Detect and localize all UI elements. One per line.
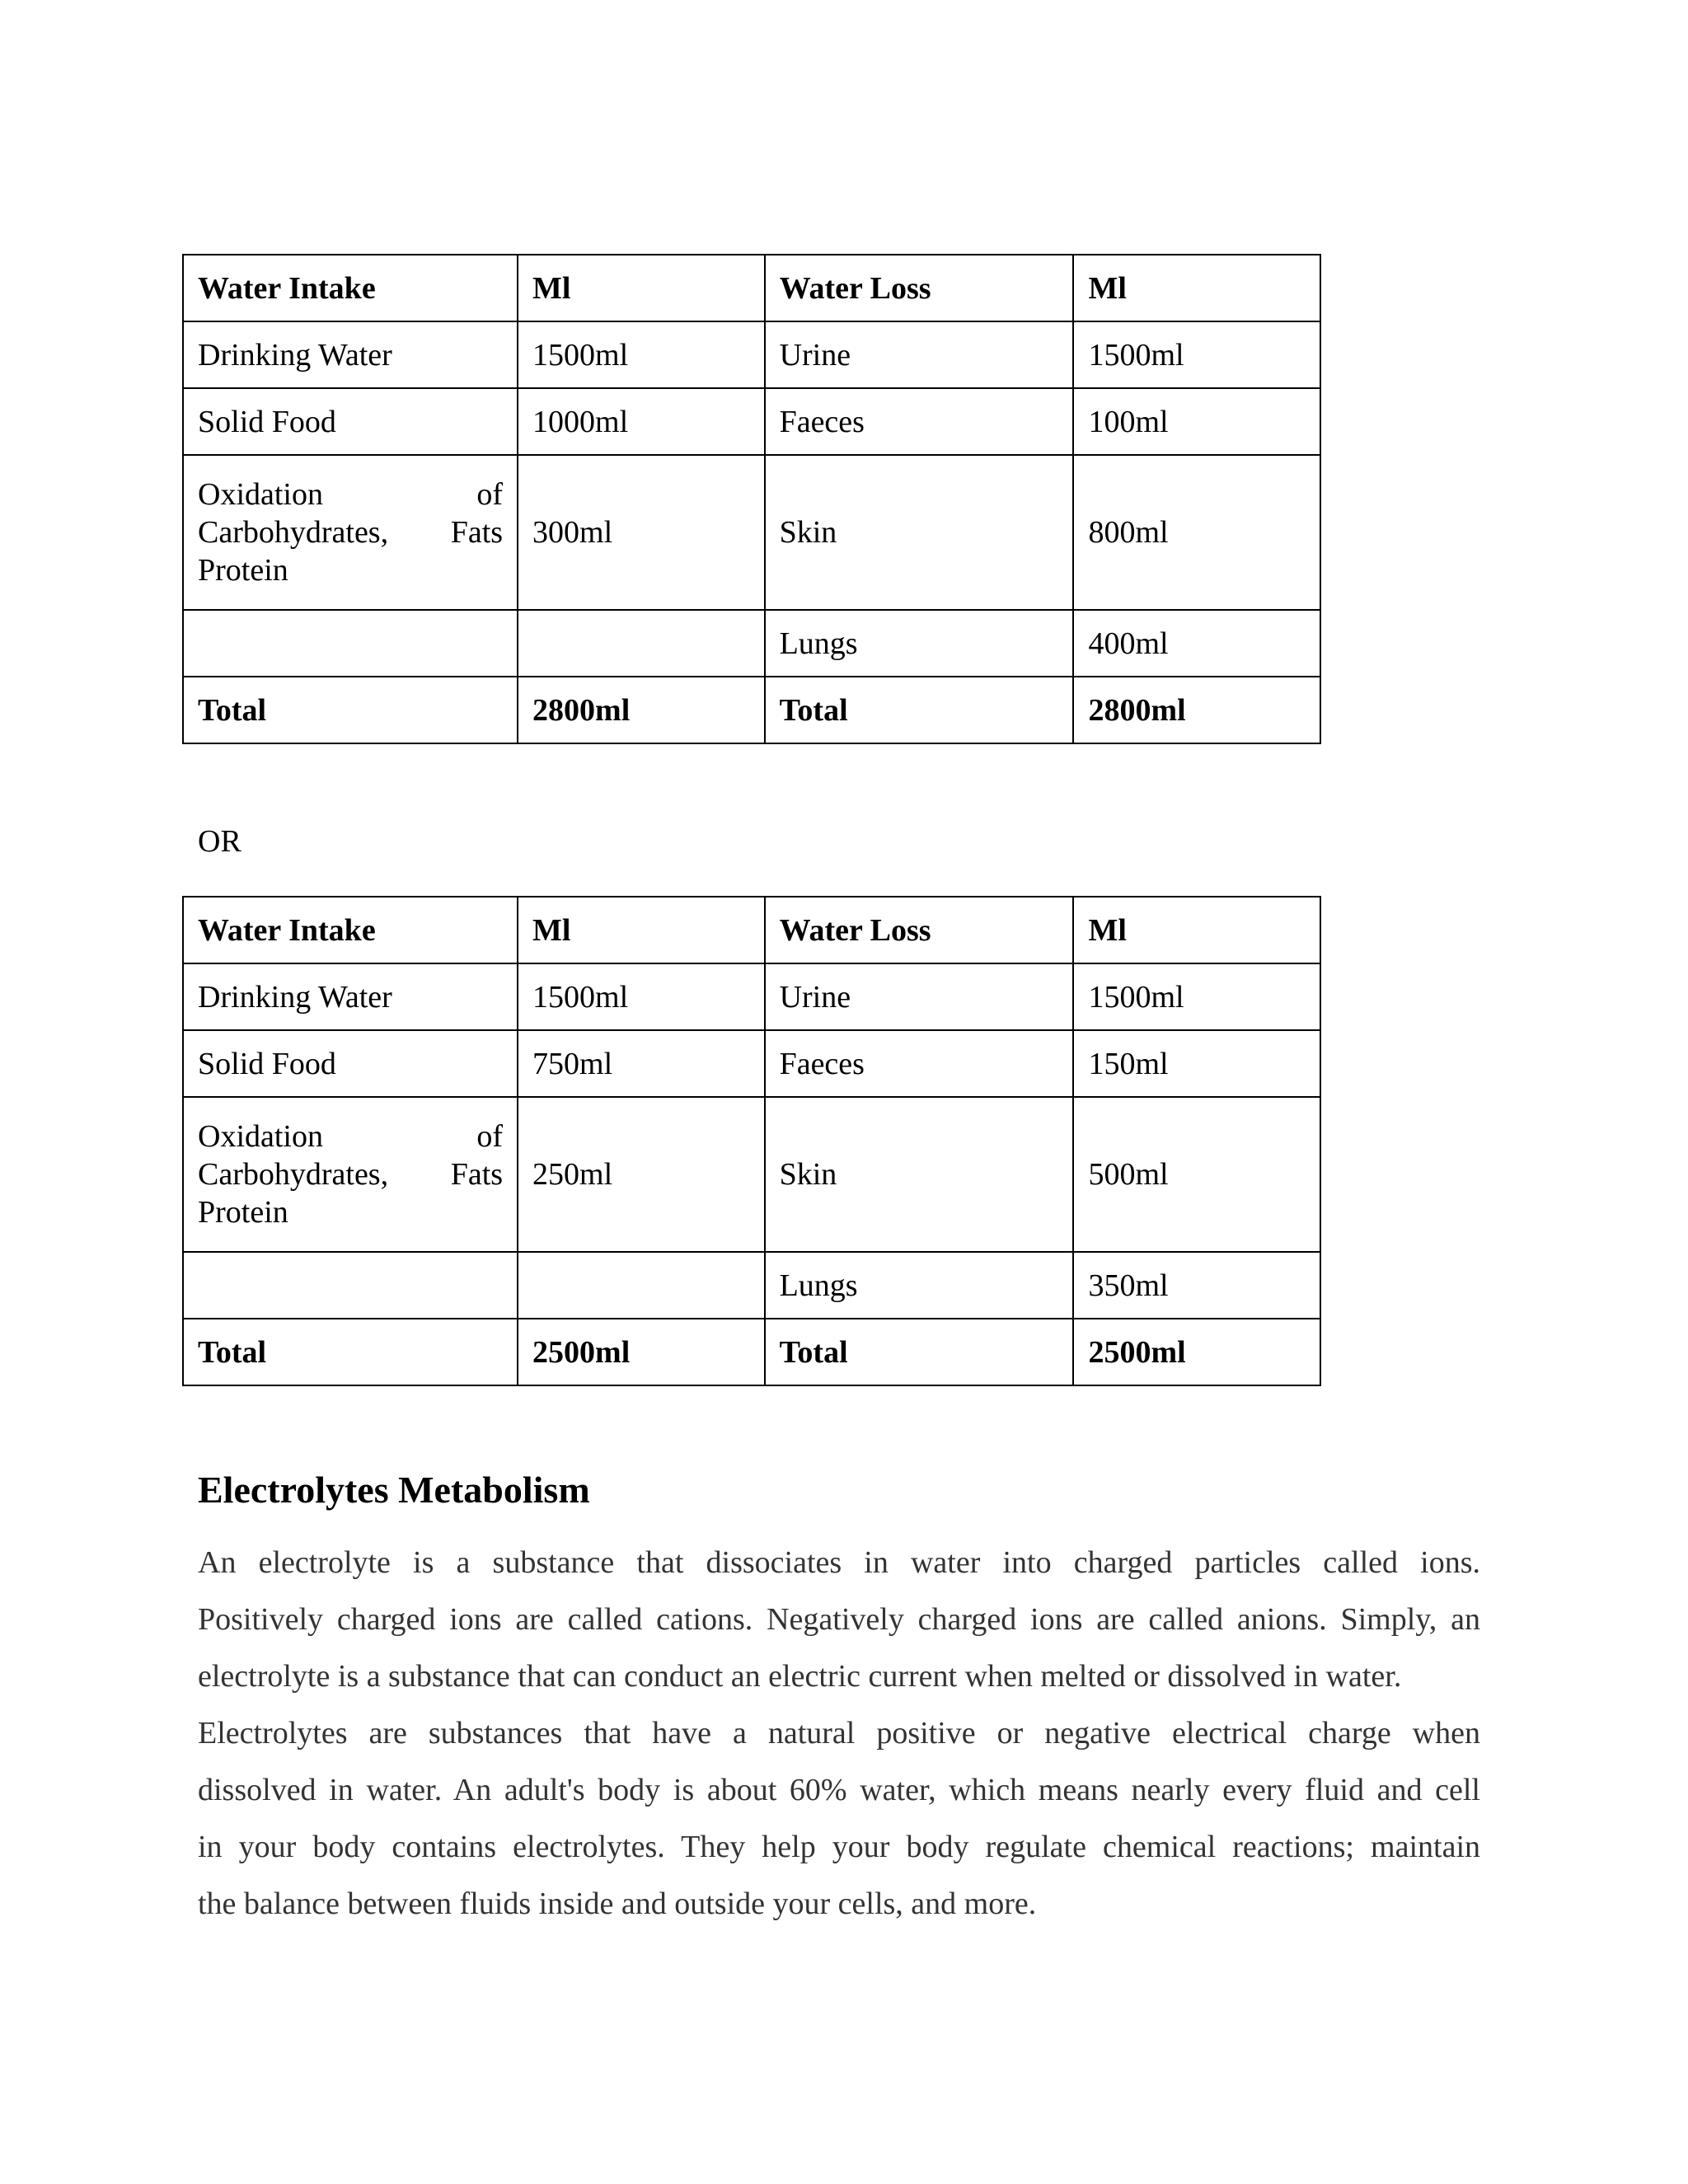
total-cell: Total bbox=[765, 1319, 1074, 1385]
table-header-row bbox=[183, 897, 1320, 963]
header-cell: Ml bbox=[518, 255, 765, 321]
table-row bbox=[183, 388, 1320, 455]
total-cell: Total bbox=[183, 677, 518, 743]
table-row bbox=[183, 1030, 1320, 1097]
table-row bbox=[183, 610, 1320, 677]
table-cell: 100ml bbox=[1073, 388, 1320, 455]
table-row bbox=[183, 321, 1320, 388]
table-row bbox=[183, 963, 1320, 1030]
water-balance-table-2 bbox=[182, 896, 1321, 1386]
paragraph-line: the balance between fluids inside and outside your cells, and more. bbox=[198, 1886, 1037, 1921]
table-cell: 1500ml bbox=[518, 963, 765, 1030]
table-cell: Oxidation of Carbohydrates, Fats Protein bbox=[183, 455, 518, 610]
total-cell: 2500ml bbox=[518, 1319, 765, 1385]
header-cell: Ml bbox=[1073, 255, 1320, 321]
header-cell: Water Loss bbox=[765, 897, 1074, 963]
total-cell: 2800ml bbox=[1073, 677, 1320, 743]
section-paragraph bbox=[198, 1535, 1480, 1933]
section-heading: Electrolytes Metabolism bbox=[198, 1469, 590, 1511]
paragraph-line: electrolyte is a substance that can conduct an electric current when melted or dissolved in water. bbox=[198, 1659, 1402, 1694]
water-balance-table-1 bbox=[182, 254, 1321, 744]
table-cell: 500ml bbox=[1073, 1097, 1320, 1252]
table-cell: Skin bbox=[765, 455, 1074, 610]
table-total-row bbox=[183, 1319, 1320, 1385]
table-row bbox=[183, 1097, 1320, 1252]
table-cell: 300ml bbox=[518, 455, 765, 610]
table-cell bbox=[518, 1252, 765, 1319]
or-separator: OR bbox=[198, 824, 241, 859]
table-row bbox=[183, 1252, 1320, 1319]
table-cell: Lungs bbox=[765, 1252, 1074, 1319]
table-cell: 800ml bbox=[1073, 455, 1320, 610]
total-cell: Total bbox=[765, 677, 1074, 743]
table-cell: 1500ml bbox=[518, 321, 765, 388]
table-cell: 1500ml bbox=[1073, 963, 1320, 1030]
table-cell: Lungs bbox=[765, 610, 1074, 677]
total-cell: 2800ml bbox=[518, 677, 765, 743]
header-cell: Water Intake bbox=[183, 255, 518, 321]
table-cell: 250ml bbox=[518, 1097, 765, 1252]
table-cell: Drinking Water bbox=[183, 963, 518, 1030]
header-cell: Water Loss bbox=[765, 255, 1074, 321]
table-cell bbox=[518, 610, 765, 677]
table-cell: Faeces bbox=[765, 1030, 1074, 1097]
paragraph-line: in your body contains electrolytes. They help your body regulate chemical reactions; maintain bbox=[198, 1830, 1480, 1864]
header-cell: Water Intake bbox=[183, 897, 518, 963]
table-cell: 150ml bbox=[1073, 1030, 1320, 1097]
table-cell: Oxidation of Carbohydrates, Fats Protein bbox=[183, 1097, 518, 1252]
table-total-row bbox=[183, 677, 1320, 743]
table-cell: Drinking Water bbox=[183, 321, 518, 388]
table-cell: Urine bbox=[765, 321, 1074, 388]
table-cell: 750ml bbox=[518, 1030, 765, 1097]
table-cell: Faeces bbox=[765, 388, 1074, 455]
table-cell: 1000ml bbox=[518, 388, 765, 455]
table-cell bbox=[183, 1252, 518, 1319]
table-cell: Solid Food bbox=[183, 388, 518, 455]
table-cell bbox=[183, 610, 518, 677]
table-cell: 1500ml bbox=[1073, 321, 1320, 388]
table-cell: Skin bbox=[765, 1097, 1074, 1252]
paragraph-line: dissolved in water. An adult's body is about 60% water, which means nearly every fluid and cell bbox=[198, 1773, 1480, 1807]
paragraph-line: Electrolytes are substances that have a natural positive or negative electrical charge when bbox=[198, 1716, 1480, 1750]
table-cell: Urine bbox=[765, 963, 1074, 1030]
total-cell: Total bbox=[183, 1319, 518, 1385]
table-cell: 350ml bbox=[1073, 1252, 1320, 1319]
paragraph-line: An electrolyte is a substance that dissociates in water into charged particles called ions. bbox=[198, 1545, 1480, 1580]
header-cell: Ml bbox=[518, 897, 765, 963]
table-header-row bbox=[183, 255, 1320, 321]
table-row bbox=[183, 455, 1320, 610]
table-cell: 400ml bbox=[1073, 610, 1320, 677]
total-cell: 2500ml bbox=[1073, 1319, 1320, 1385]
table-cell: Solid Food bbox=[183, 1030, 518, 1097]
header-cell: Ml bbox=[1073, 897, 1320, 963]
paragraph-line: Positively charged ions are called cations. Negatively charged ions are called anions. Simply, an bbox=[198, 1602, 1480, 1637]
